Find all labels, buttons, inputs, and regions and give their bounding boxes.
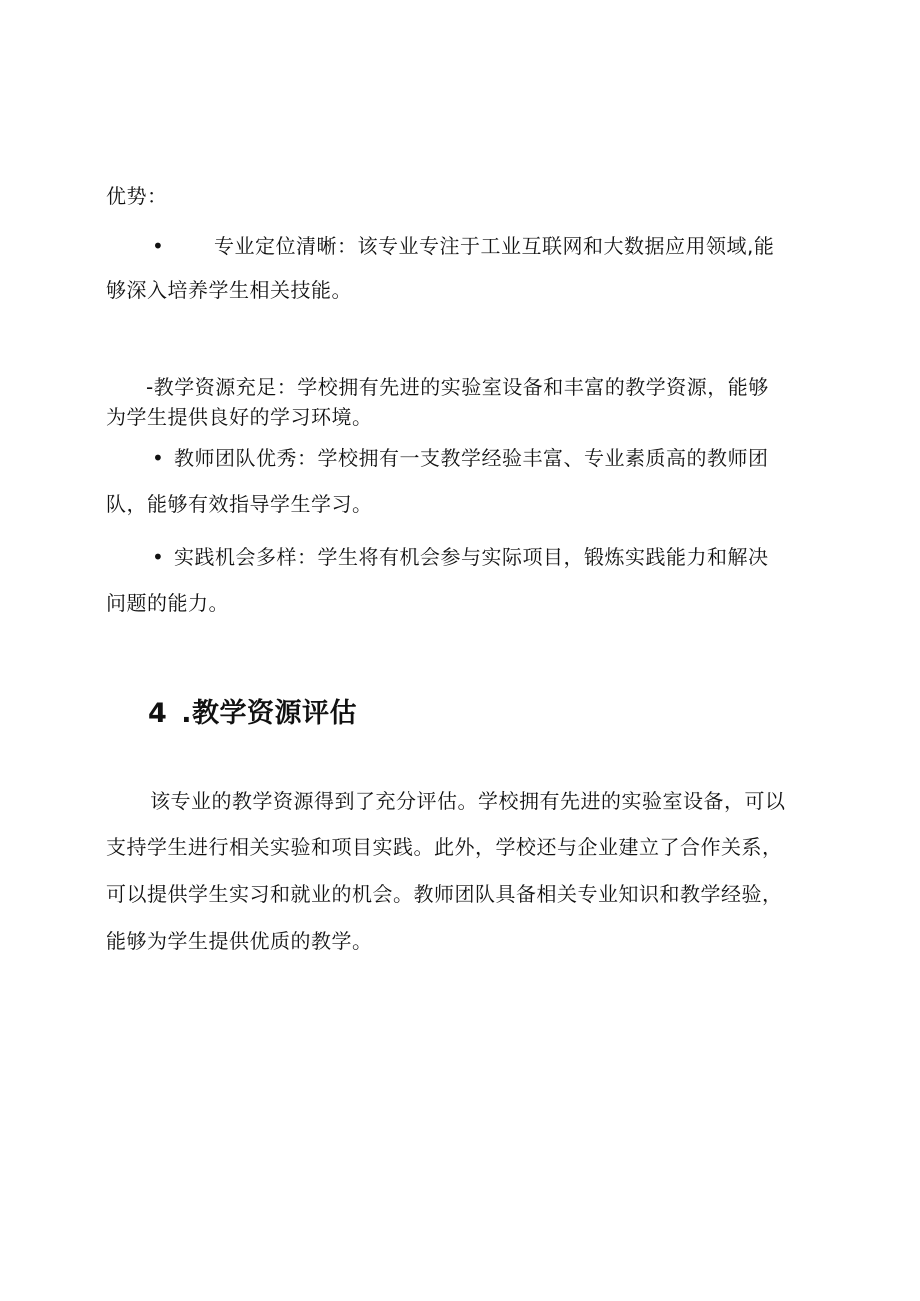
bullet-icon: • — [152, 446, 164, 470]
bullet-icon: • — [152, 545, 164, 569]
advantage-item-line: 够深入培养学生相关技能。 — [106, 278, 352, 302]
section-heading — [148, 697, 357, 731]
advantage-item-line: 问题的能力。 — [106, 591, 229, 615]
section-number: 4 — [148, 698, 168, 729]
advantage-item-line: -教学资源充足：学校拥有先进的实验室设备和丰富的教学资源，能够 — [146, 375, 769, 399]
advantage-item-line: 教师团队优秀：学校拥有一支教学经验丰富、专业素质高的教师团 — [174, 446, 769, 470]
paragraph-line: 该专业的教学资源得到了充分评估。学校拥有先进的实验室设备，可以 — [150, 789, 786, 813]
advantages-label: 优势： — [106, 184, 168, 208]
advantage-item-line: 专业定位清晰：该专业专注于工业互联网和大数据应用领域,能 — [214, 234, 775, 258]
bullet-icon: • — [152, 234, 164, 258]
advantage-item-line: 为学生提供良好的学习环境。 — [106, 405, 373, 429]
advantage-item-line: 队，能够有效指导学生学习。 — [106, 492, 373, 516]
paragraph-line: 可以提供学生实习和就业的机会。教师团队具备相关专业知识和教学经验， — [106, 882, 783, 906]
section-title: .教学资源评估 — [181, 698, 358, 729]
paragraph-line: 能够为学生提供优质的教学。 — [106, 929, 373, 953]
paragraph-line: 支持学生进行相关实验和项目实践。此外，学校还与企业建立了合作关系， — [106, 835, 783, 859]
advantage-item-line: 实践机会多样：学生将有机会参与实际项目，锻炼实践能力和解决 — [174, 545, 769, 569]
